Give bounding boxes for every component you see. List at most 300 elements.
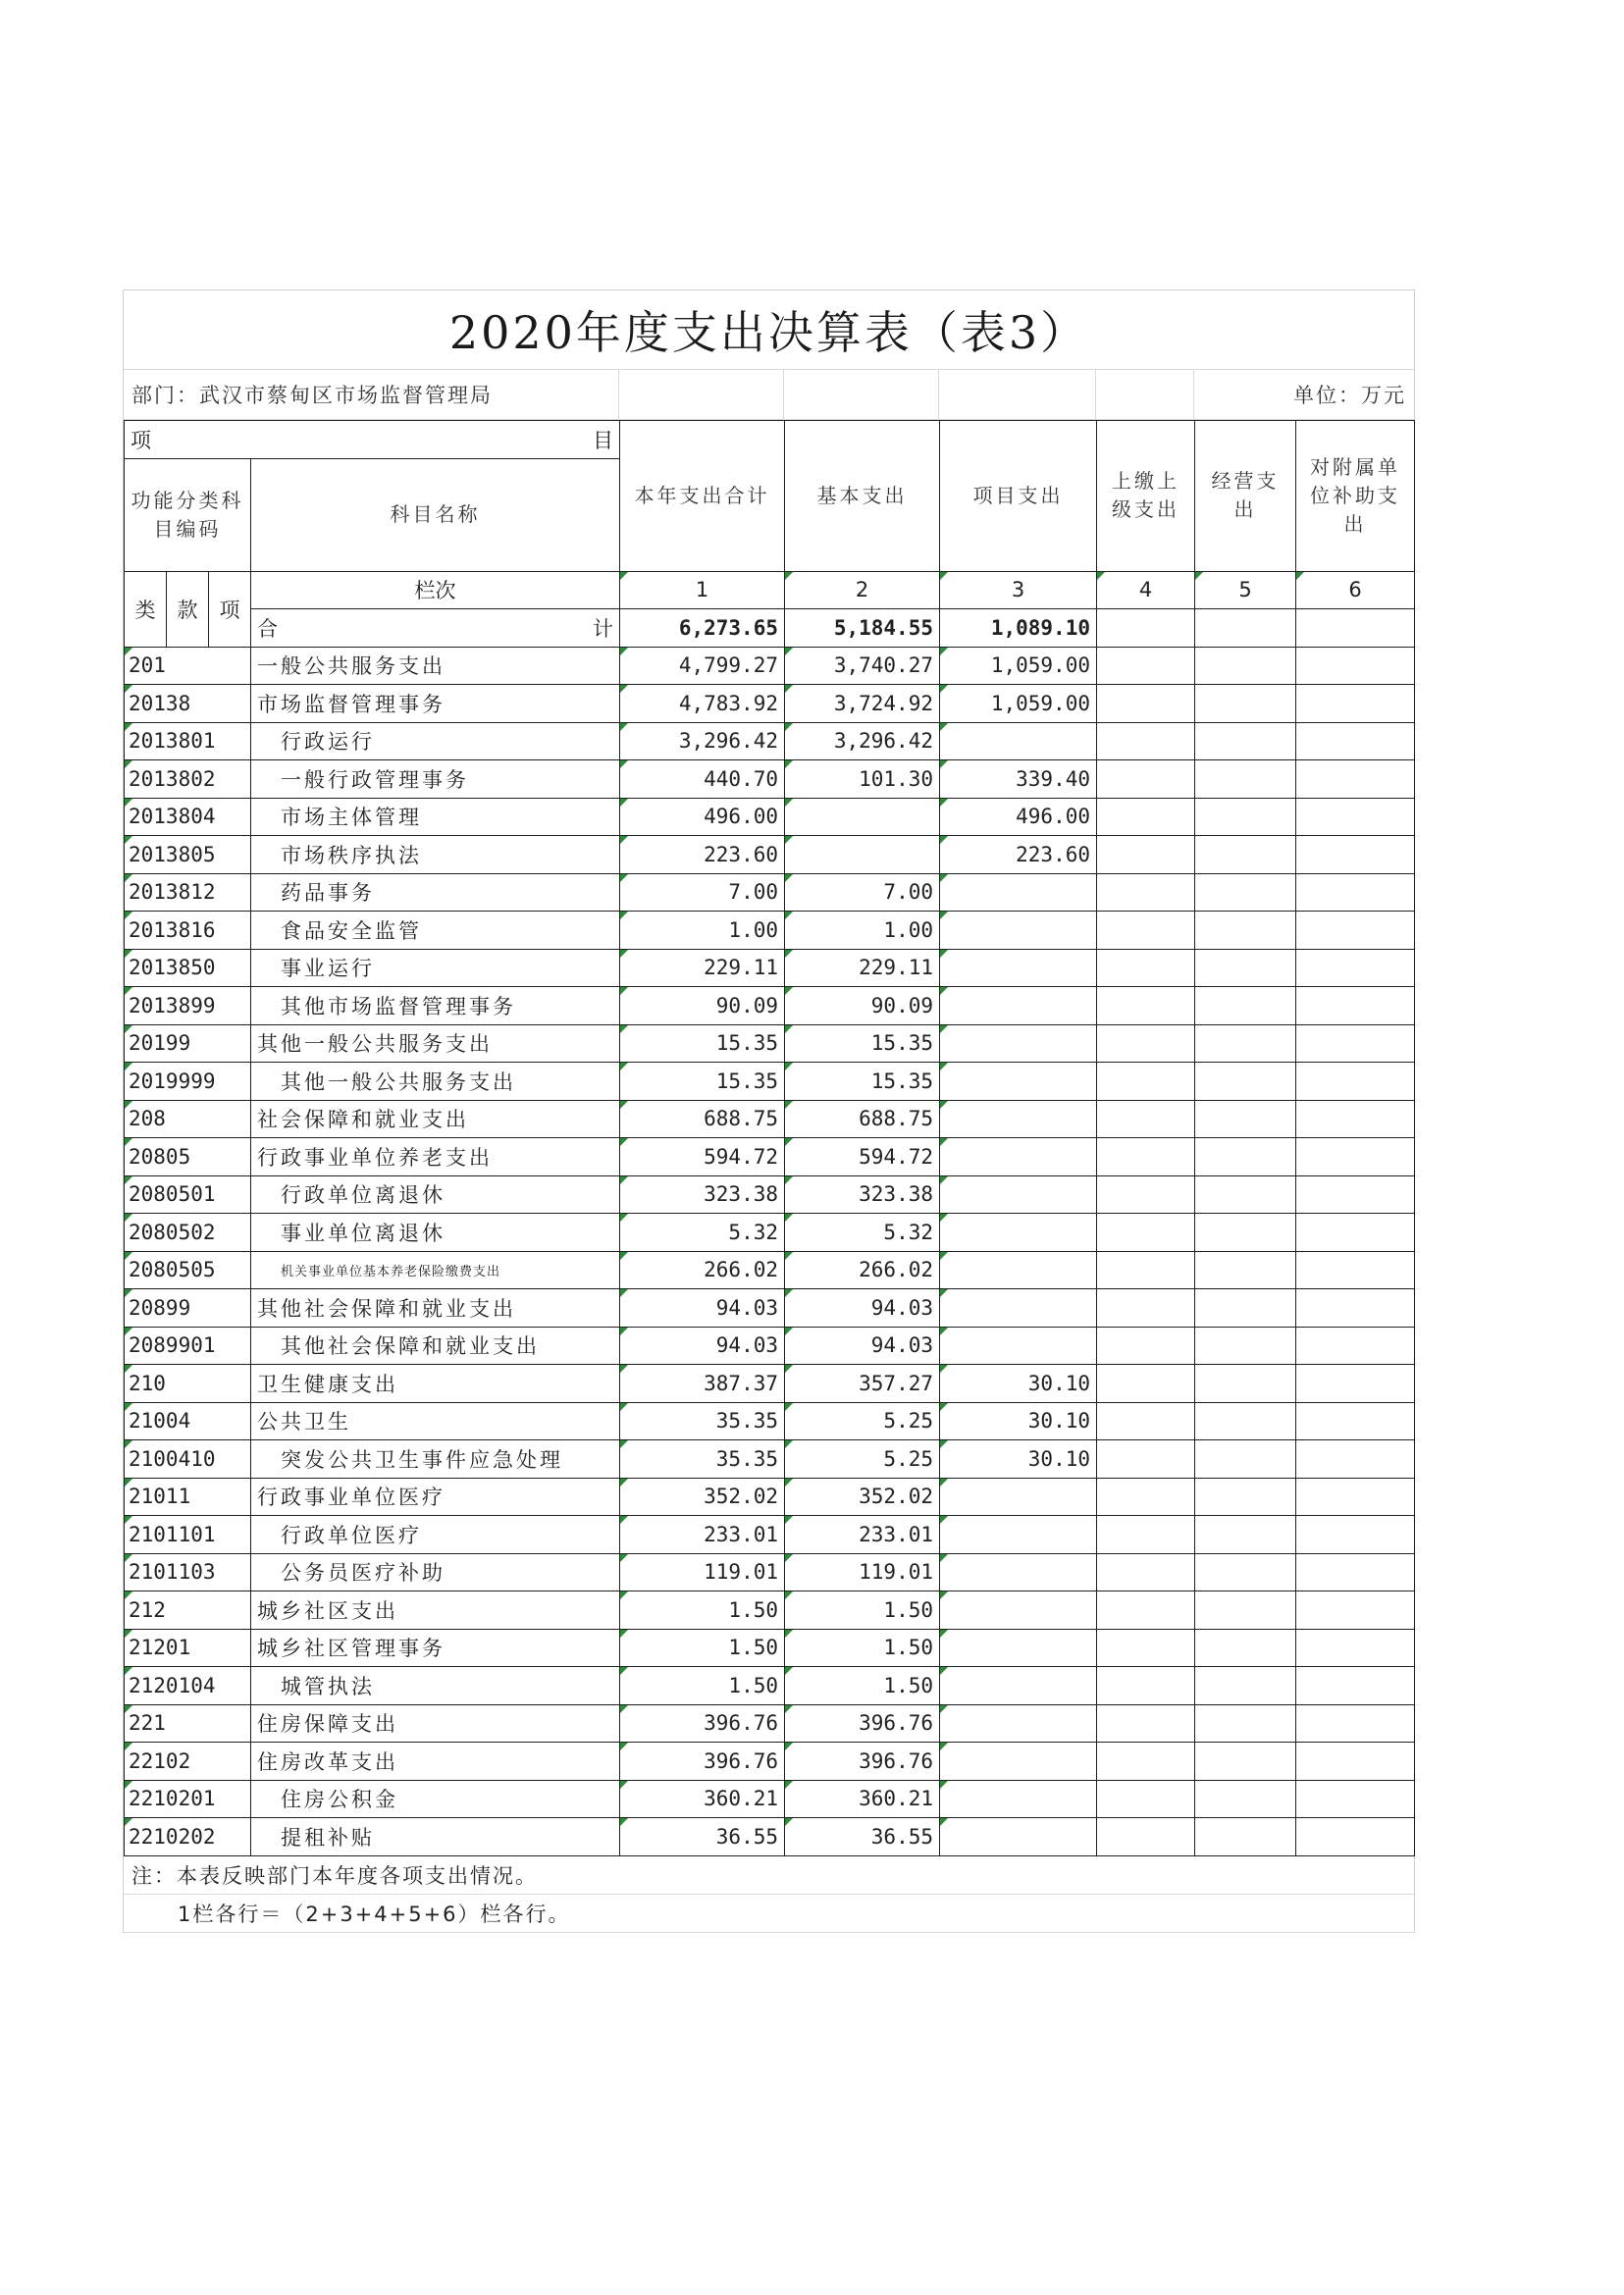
table-row [125, 1365, 1415, 1403]
table-row [125, 836, 1415, 874]
row-col6 [1296, 1780, 1415, 1818]
row-total: 15.35 [620, 1063, 785, 1101]
row-col5 [1195, 1818, 1296, 1856]
row-col5 [1195, 647, 1296, 685]
row-total: 496.00 [620, 798, 785, 836]
row-col4 [1097, 1327, 1195, 1365]
row-col4 [1097, 1024, 1195, 1063]
row-name: 行政单位医疗 [251, 1516, 620, 1554]
row-basic: 15.35 [785, 1063, 940, 1101]
row-name: 行政单位离退休 [251, 1175, 620, 1214]
row-col4 [1097, 760, 1195, 799]
row-name: 机关事业单位基本养老保险缴费支出 [251, 1251, 620, 1289]
row-col5 [1195, 1478, 1296, 1516]
row-basic: 36.55 [785, 1818, 940, 1856]
header-code-col: 功能分类科目编码 [125, 458, 251, 571]
row-col4 [1097, 1516, 1195, 1554]
row-code: 201 [125, 647, 251, 685]
note-line-1: 注：本表反映部门本年度各项支出情况。 [124, 1856, 1414, 1895]
table-row [125, 760, 1415, 799]
row-total: 266.02 [620, 1251, 785, 1289]
table-row [125, 1063, 1415, 1101]
row-col6 [1296, 949, 1415, 987]
row-project [940, 1327, 1097, 1365]
row-name: 住房公积金 [251, 1780, 620, 1818]
row-name: 公务员医疗补助 [251, 1553, 620, 1591]
row-col4 [1097, 1591, 1195, 1630]
row-name: 其他社会保障和就业支出 [251, 1289, 620, 1328]
row-col5 [1195, 1327, 1296, 1365]
header-xiang2: 项 [209, 571, 251, 647]
col-number-4: 4 [1097, 571, 1195, 609]
row-col5 [1195, 1780, 1296, 1818]
row-col5 [1195, 760, 1296, 799]
row-project [940, 1743, 1097, 1781]
header-lanci: 栏次 [251, 571, 620, 609]
row-total: 1.00 [620, 912, 785, 950]
row-project [940, 1629, 1097, 1667]
row-col6 [1296, 1629, 1415, 1667]
row-name: 社会保障和就业支出 [251, 1100, 620, 1138]
row-col4 [1097, 1743, 1195, 1781]
row-project [940, 1780, 1097, 1818]
row-name: 城乡社区管理事务 [251, 1629, 620, 1667]
row-code: 20199 [125, 1024, 251, 1063]
notes [124, 1856, 1414, 1933]
row-col4 [1097, 798, 1195, 836]
row-name: 行政事业单位医疗 [251, 1478, 620, 1516]
table-row [125, 1402, 1415, 1440]
row-name: 事业运行 [251, 949, 620, 987]
row-code: 2210202 [125, 1818, 251, 1856]
row-total: 360.21 [620, 1780, 785, 1818]
row-code: 2013812 [125, 873, 251, 912]
row-total: 387.37 [620, 1365, 785, 1403]
row-total: 35.35 [620, 1440, 785, 1479]
row-project [940, 1516, 1097, 1554]
row-basic: 5.25 [785, 1440, 940, 1479]
row-total: 323.38 [620, 1175, 785, 1214]
row-name: 一般公共服务支出 [251, 647, 620, 685]
row-col6 [1296, 1667, 1415, 1705]
row-code: 2019999 [125, 1063, 251, 1101]
row-col5 [1195, 1704, 1296, 1743]
row-col6 [1296, 1553, 1415, 1591]
row-col5 [1195, 1440, 1296, 1479]
row-project: 30.10 [940, 1365, 1097, 1403]
table-row [125, 1478, 1415, 1516]
col-number-2: 2 [785, 571, 940, 609]
row-total: 223.60 [620, 836, 785, 874]
row-col6 [1296, 685, 1415, 723]
row-code: 22102 [125, 1743, 251, 1781]
row-name: 其他一般公共服务支出 [251, 1063, 620, 1101]
row-project [940, 987, 1097, 1025]
row-total: 688.75 [620, 1100, 785, 1138]
row-code: 2013804 [125, 798, 251, 836]
row-col5 [1195, 987, 1296, 1025]
row-project [940, 1704, 1097, 1743]
row-basic: 1.00 [785, 912, 940, 950]
row-col6 [1296, 1214, 1415, 1252]
row-project [940, 1289, 1097, 1328]
row-code: 2120104 [125, 1667, 251, 1705]
row-basic: 229.11 [785, 949, 940, 987]
row-name: 住房改革支出 [251, 1743, 620, 1781]
row-total: 119.01 [620, 1553, 785, 1591]
header-mu: 目 [593, 428, 613, 452]
row-col6 [1296, 722, 1415, 760]
table-row [125, 1327, 1415, 1365]
row-col4 [1097, 912, 1195, 950]
total-col2: 5,184.55 [785, 609, 940, 648]
row-total: 396.76 [620, 1704, 785, 1743]
table-row [125, 1743, 1415, 1781]
row-col6 [1296, 912, 1415, 950]
row-col5 [1195, 1553, 1296, 1591]
row-name: 城乡社区支出 [251, 1591, 620, 1630]
row-total: 229.11 [620, 949, 785, 987]
row-code: 20899 [125, 1289, 251, 1328]
table-row [125, 685, 1415, 723]
row-col6 [1296, 1138, 1415, 1176]
row-basic: 357.27 [785, 1365, 940, 1403]
header-xiang: 项 [131, 428, 151, 452]
row-col5 [1195, 949, 1296, 987]
header-name-col: 科目名称 [251, 458, 620, 571]
row-col5 [1195, 1667, 1296, 1705]
header-lei: 类 [125, 571, 167, 647]
row-col5 [1195, 1743, 1296, 1781]
row-name: 其他市场监督管理事务 [251, 987, 620, 1025]
row-project [940, 1175, 1097, 1214]
row-code: 2013805 [125, 836, 251, 874]
row-col5 [1195, 1100, 1296, 1138]
row-col6 [1296, 1100, 1415, 1138]
row-code: 2101101 [125, 1516, 251, 1554]
row-col4 [1097, 1818, 1195, 1856]
row-basic: 3,740.27 [785, 647, 940, 685]
row-basic: 119.01 [785, 1553, 940, 1591]
row-col5 [1195, 1175, 1296, 1214]
row-col6 [1296, 760, 1415, 799]
table-row [125, 1138, 1415, 1176]
row-name: 提租补贴 [251, 1818, 620, 1856]
row-basic: 101.30 [785, 760, 940, 799]
row-col5 [1195, 1289, 1296, 1328]
row-basic: 360.21 [785, 1780, 940, 1818]
row-total: 594.72 [620, 1138, 785, 1176]
row-basic: 15.35 [785, 1024, 940, 1063]
row-name: 住房保障支出 [251, 1704, 620, 1743]
row-basic: 323.38 [785, 1175, 940, 1214]
table-row [125, 1704, 1415, 1743]
row-basic: 396.76 [785, 1743, 940, 1781]
row-basic: 1.50 [785, 1629, 940, 1667]
row-basic: 94.03 [785, 1327, 940, 1365]
budget-sheet [123, 289, 1415, 1933]
row-basic: 1.50 [785, 1591, 940, 1630]
row-col5 [1195, 1402, 1296, 1440]
header-col5: 经营支出 [1195, 421, 1296, 572]
table-row [125, 987, 1415, 1025]
row-col5 [1195, 1251, 1296, 1289]
row-code: 221 [125, 1704, 251, 1743]
row-col6 [1296, 1818, 1415, 1856]
row-project [940, 949, 1097, 987]
row-total: 352.02 [620, 1478, 785, 1516]
row-code: 2089901 [125, 1327, 251, 1365]
row-total: 35.35 [620, 1402, 785, 1440]
row-total: 1.50 [620, 1629, 785, 1667]
row-basic: 5.32 [785, 1214, 940, 1252]
row-total: 94.03 [620, 1289, 785, 1328]
row-col4 [1097, 685, 1195, 723]
header-col1: 本年支出合计 [620, 421, 785, 572]
row-name: 其他社会保障和就业支出 [251, 1327, 620, 1365]
total-col6 [1296, 609, 1415, 648]
row-col5 [1195, 1024, 1296, 1063]
expenditure-table [124, 420, 1415, 1856]
row-basic: 1.50 [785, 1667, 940, 1705]
row-total: 15.35 [620, 1024, 785, 1063]
row-col5 [1195, 1214, 1296, 1252]
row-col4 [1097, 1175, 1195, 1214]
col-number-6: 6 [1296, 571, 1415, 609]
row-total: 94.03 [620, 1327, 785, 1365]
row-project: 339.40 [940, 760, 1097, 799]
row-col4 [1097, 1100, 1195, 1138]
row-basic [785, 798, 940, 836]
row-project [940, 912, 1097, 950]
row-project [940, 1063, 1097, 1101]
row-name: 食品安全监管 [251, 912, 620, 950]
row-col4 [1097, 1138, 1195, 1176]
header-col6: 对附属单位补助支出 [1296, 421, 1415, 572]
header-kuan: 款 [167, 571, 209, 647]
row-code: 2210201 [125, 1780, 251, 1818]
table-row [125, 1553, 1415, 1591]
row-project [940, 1100, 1097, 1138]
row-col4 [1097, 1402, 1195, 1440]
row-basic: 594.72 [785, 1138, 940, 1176]
row-total: 5.32 [620, 1214, 785, 1252]
row-total: 4,799.27 [620, 647, 785, 685]
row-code: 2013816 [125, 912, 251, 950]
row-name: 卫生健康支出 [251, 1365, 620, 1403]
row-basic: 688.75 [785, 1100, 940, 1138]
row-col4 [1097, 1667, 1195, 1705]
header-col4: 上缴上级支出 [1097, 421, 1195, 572]
row-name: 事业单位离退休 [251, 1214, 620, 1252]
table-row [125, 1289, 1415, 1328]
row-col5 [1195, 912, 1296, 950]
unit-label: 单位：万元 [1293, 384, 1406, 407]
row-col6 [1296, 1251, 1415, 1289]
row-code: 2013802 [125, 760, 251, 799]
row-project [940, 1138, 1097, 1176]
total-ji: 计 [593, 616, 613, 641]
row-col4 [1097, 1440, 1195, 1479]
title-row [124, 290, 1414, 370]
row-project [940, 722, 1097, 760]
total-col4 [1097, 609, 1195, 648]
table-row [125, 1024, 1415, 1063]
row-total: 4,783.92 [620, 685, 785, 723]
row-col6 [1296, 1440, 1415, 1479]
row-total: 1.50 [620, 1591, 785, 1630]
row-code: 20805 [125, 1138, 251, 1176]
row-basic: 94.03 [785, 1289, 940, 1328]
row-col4 [1097, 836, 1195, 874]
row-code: 208 [125, 1100, 251, 1138]
row-project: 1,059.00 [940, 647, 1097, 685]
row-code: 2080501 [125, 1175, 251, 1214]
row-col4 [1097, 1214, 1195, 1252]
row-total: 1.50 [620, 1667, 785, 1705]
row-name: 行政事业单位养老支出 [251, 1138, 620, 1176]
row-project: 223.60 [940, 836, 1097, 874]
total-col1: 6,273.65 [620, 609, 785, 648]
row-name: 市场监督管理事务 [251, 685, 620, 723]
row-col6 [1296, 1516, 1415, 1554]
row-total: 440.70 [620, 760, 785, 799]
row-col5 [1195, 798, 1296, 836]
row-project [940, 1024, 1097, 1063]
row-basic: 266.02 [785, 1251, 940, 1289]
row-col4 [1097, 1365, 1195, 1403]
row-col6 [1296, 873, 1415, 912]
row-col4 [1097, 1251, 1195, 1289]
table-row [125, 1818, 1415, 1856]
row-code: 2013850 [125, 949, 251, 987]
row-project [940, 1667, 1097, 1705]
total-label [251, 609, 620, 648]
row-total: 396.76 [620, 1743, 785, 1781]
row-code: 21011 [125, 1478, 251, 1516]
row-col6 [1296, 1478, 1415, 1516]
row-code: 212 [125, 1591, 251, 1630]
department-label: 部门：武汉市蔡甸区市场监督管理局 [124, 370, 619, 419]
row-col6 [1296, 798, 1415, 836]
total-col3: 1,089.10 [940, 609, 1097, 648]
table-row [125, 647, 1415, 685]
table-row [125, 1516, 1415, 1554]
row-project [940, 1553, 1097, 1591]
row-col6 [1296, 1289, 1415, 1328]
row-basic: 352.02 [785, 1478, 940, 1516]
header-xiang-mu [125, 421, 620, 459]
row-col6 [1296, 987, 1415, 1025]
row-name: 其他一般公共服务支出 [251, 1024, 620, 1063]
table-row [125, 1667, 1415, 1705]
row-col6 [1296, 1704, 1415, 1743]
row-col6 [1296, 1365, 1415, 1403]
row-col6 [1296, 1024, 1415, 1063]
row-name: 市场秩序执法 [251, 836, 620, 874]
row-project: 1,059.00 [940, 685, 1097, 723]
total-col5 [1195, 609, 1296, 648]
row-name: 城管执法 [251, 1667, 620, 1705]
table-row [125, 873, 1415, 912]
row-code: 2080505 [125, 1251, 251, 1289]
meta-blank [939, 370, 1096, 419]
row-col5 [1195, 1365, 1296, 1403]
row-col5 [1195, 1063, 1296, 1101]
row-col6 [1296, 1743, 1415, 1781]
row-total: 7.00 [620, 873, 785, 912]
row-col5 [1195, 1629, 1296, 1667]
row-col6 [1296, 1063, 1415, 1101]
table-row [125, 1440, 1415, 1479]
row-col6 [1296, 836, 1415, 874]
row-basic: 90.09 [785, 987, 940, 1025]
row-project [940, 1251, 1097, 1289]
row-col6 [1296, 1175, 1415, 1214]
table-row [125, 1100, 1415, 1138]
row-col5 [1195, 1138, 1296, 1176]
row-col4 [1097, 722, 1195, 760]
row-col4 [1097, 1629, 1195, 1667]
table-row [125, 1214, 1415, 1252]
row-name: 行政运行 [251, 722, 620, 760]
col-number-3: 3 [940, 571, 1097, 609]
table-row [125, 949, 1415, 987]
row-col5 [1195, 873, 1296, 912]
row-col5 [1195, 722, 1296, 760]
row-total: 36.55 [620, 1818, 785, 1856]
row-total: 90.09 [620, 987, 785, 1025]
row-code: 2013801 [125, 722, 251, 760]
row-basic: 3,296.42 [785, 722, 940, 760]
row-code: 2101103 [125, 1553, 251, 1591]
meta-row [124, 370, 1414, 420]
row-project [940, 1478, 1097, 1516]
row-col4 [1097, 1289, 1195, 1328]
row-code: 2080502 [125, 1214, 251, 1252]
row-code: 2100410 [125, 1440, 251, 1479]
header-col2: 基本支出 [785, 421, 940, 572]
row-col5 [1195, 836, 1296, 874]
row-code: 21004 [125, 1402, 251, 1440]
row-total: 3,296.42 [620, 722, 785, 760]
row-col4 [1097, 1063, 1195, 1101]
row-basic: 3,724.92 [785, 685, 940, 723]
row-name: 公共卫生 [251, 1402, 620, 1440]
meta-blank [784, 370, 939, 419]
row-name: 突发公共卫生事件应急处理 [251, 1440, 620, 1479]
header-col3: 项目支出 [940, 421, 1097, 572]
total-he: 合 [257, 616, 278, 641]
row-name: 药品事务 [251, 873, 620, 912]
row-project: 30.10 [940, 1440, 1097, 1479]
row-basic: 5.25 [785, 1402, 940, 1440]
note-line-2: 1栏各行＝（2+3+4+5+6）栏各行。 [124, 1895, 1414, 1933]
row-col5 [1195, 1516, 1296, 1554]
row-col6 [1296, 647, 1415, 685]
table-row [125, 1780, 1415, 1818]
table-row [125, 798, 1415, 836]
table-row [125, 722, 1415, 760]
table-row [125, 1251, 1415, 1289]
row-col6 [1296, 1402, 1415, 1440]
table-row [125, 1175, 1415, 1214]
row-col4 [1097, 949, 1195, 987]
table-row [125, 1591, 1415, 1630]
meta-blank [1096, 370, 1194, 419]
row-col5 [1195, 685, 1296, 723]
row-basic [785, 836, 940, 874]
